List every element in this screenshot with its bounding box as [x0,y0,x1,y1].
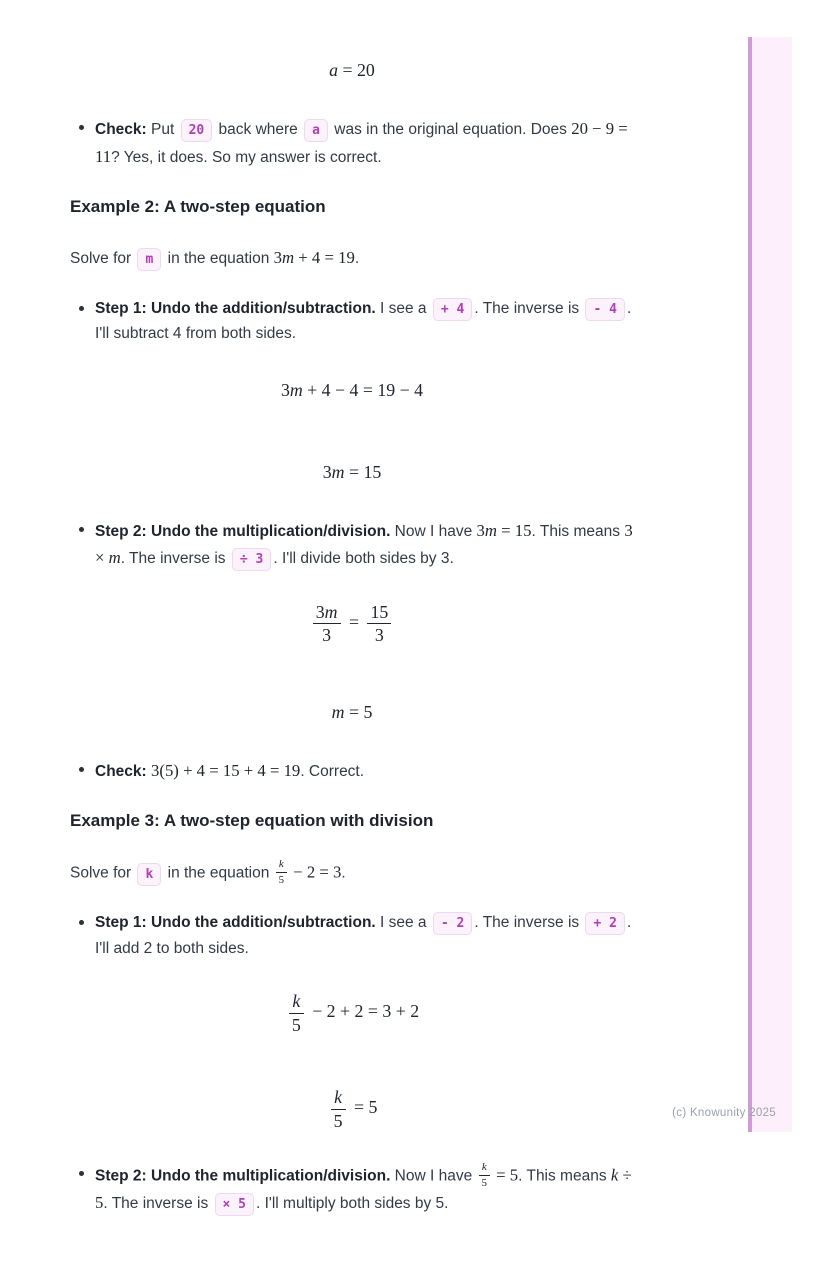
heading-example-3: Example 3: A two-step equation with division [70,811,434,831]
bullet-step1-example2: Step 1: Undo the addition/subtraction. I see a + 4 . The inverse is - 4 . I'll subtract 4 from both sides. [70,296,634,347]
inline-code-chip: + 4 [433,298,472,321]
bold-text: Step 2: Undo the multiplication/division. [95,522,391,540]
fraction: $\frac{k}{5}$ [276,858,287,886]
math-text: k ÷ 5 [95,1165,632,1213]
heading-example-2: Example 2: A two-step equation [70,197,326,217]
bullet-step2-example3: Step 2: Undo the multiplication/division. Now I have $\frac{k}{5}$ = 5. This means k ÷ 5. The inverse is × 5 . I'll multiply both sides by 5. [70,1161,634,1216]
inline-code-chip: - 4 [585,298,624,321]
math-text: 20 − 9 = 11 [95,119,628,166]
paragraph-solve-for-m: Solve for m in the equation 3m + 4 = 19. [70,244,634,271]
math-text: 3m = 15 [476,520,532,540]
math-text: 3m + 4 = 19 [273,248,355,268]
fraction: $\frac{3m}{3}$ [313,602,341,646]
math-text: a = 20 [329,60,375,80]
math-text: = 5 [349,1096,378,1117]
paragraph-solve-for-k: Solve for k in the equation $\frac{k}{5}$ − 2 = 3. [70,858,346,886]
bullet-check-example1: Check: Put 20 back where a was in the original equation. Does 20 − 9 = 11? Yes, it does. So my answer is correct. [70,115,634,170]
bold-text: Check: [95,762,147,780]
display-equation-3m-plus-4-minus-4 [70,376,634,405]
inline-code-chip: ÷ 3 [232,548,271,571]
math-text: 3(5) + 4 = 15 + 4 = 19 [151,760,301,780]
math-text: 3 × m [95,520,633,568]
display-equation-m-equals-5 [70,698,634,727]
fraction: $\frac{k}{5}$ [289,991,304,1035]
display-equation-3m-over-3 [70,602,634,646]
copyright-watermark: (c) Knowunity 2025 [672,1107,776,1119]
bullet-step2-example2: Step 2: Undo the multiplication/division. Now I have 3m = 15. This means 3 × m. The inverse is ÷ 3 . I'll divide both sides by 3. [70,517,634,572]
fraction: $\frac{15}{3}$ [367,602,391,646]
math-text: = [344,611,364,632]
bold-text: Step 1: Undo the addition/subtraction. [95,299,376,317]
math-text: 3m = 15 [322,461,382,482]
fraction: $\frac{k}{5}$ [479,1161,490,1189]
inline-code-chip: × 5 [215,1193,254,1216]
math-text: m = 5 [331,701,373,722]
bold-text: Step 2: Undo the multiplication/division. [95,1167,391,1185]
bullet-step1-example3: Step 1: Undo the addition/subtraction. I see a - 2 . The inverse is + 2 . I'll add 2 to both sides. [70,910,634,961]
bullet-check-example2: Check: 3(5) + 4 = 15 + 4 = 19. Correct. [70,757,634,784]
math-text: = 5 [491,1165,519,1185]
fraction: $\frac{k}{5}$ [331,1087,346,1131]
math-text: 3m + 4 − 4 = 19 − 4 [280,380,424,401]
math-text: − 2 + 2 = 3 + 2 [307,1001,420,1022]
math-text: − 2 = 3 [289,863,342,882]
display-equation-a-equals-20 [70,56,634,85]
bold-text: Check: [95,121,147,139]
display-equation-3m-equals-15 [70,458,634,487]
bold-text: Step 1: Undo the addition/subtraction. [95,914,376,932]
inline-code-chip: + 2 [585,912,624,935]
display-equation-k-over-5-minus-2-plus-2 [70,991,634,1035]
inline-code-chip: 20 [181,119,213,142]
inline-code-chip: m [137,248,161,271]
inline-code-chip: - 2 [433,912,472,935]
inline-code-chip: k [137,863,161,886]
display-equation-k-over-5-equals-5 [70,1087,634,1131]
inline-code-chip: a [304,119,328,142]
